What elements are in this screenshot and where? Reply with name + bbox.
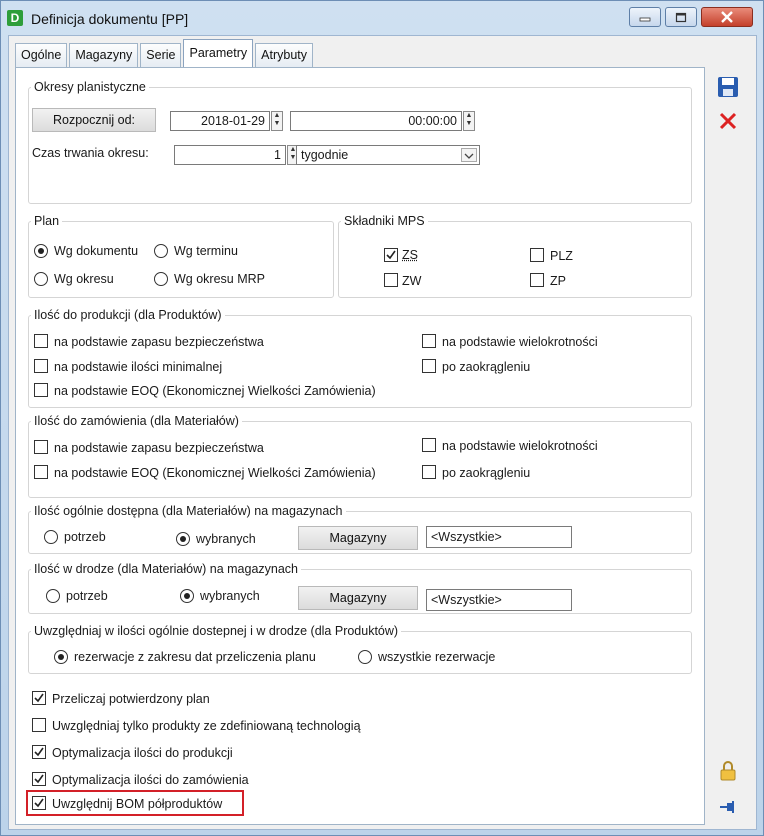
przeliczaj-plan-checkbox[interactable]: [32, 691, 46, 705]
produkcja-checkbox[interactable]: [422, 359, 436, 373]
save-icon: [717, 76, 739, 98]
start-time-spinner[interactable]: ▲ ▼: [463, 111, 475, 131]
dostepna-radio-wybranych[interactable]: [176, 532, 190, 546]
mps-checkbox-zw[interactable]: [384, 273, 398, 287]
rezerwacje-wszystkie-radio[interactable]: [358, 650, 372, 664]
title-bar[interactable]: [1, 1, 763, 35]
produkcja-checkbox[interactable]: [34, 359, 48, 373]
bom-polproduktow-checkbox[interactable]: [32, 796, 46, 810]
chevron-down-icon[interactable]: [461, 148, 477, 162]
close-button[interactable]: [701, 7, 753, 27]
close-icon: [720, 11, 734, 23]
wdrodze-radio-potrzeb[interactable]: [46, 589, 60, 603]
minimize-icon: [639, 12, 651, 22]
mps-legend: Składniki MPS: [344, 214, 425, 228]
optymalizacja-zamowienia-checkbox[interactable]: [32, 772, 46, 786]
dostepna-radio-potrzeb[interactable]: [44, 530, 58, 544]
plan-option-label: Wg terminu: [174, 244, 238, 258]
produkcja-label: na podstawie zapasu bezpieczeństwa: [54, 335, 264, 349]
window-title: Definicja dokumentu [PP]: [31, 11, 189, 27]
start-date-spinner[interactable]: ▲ ▼: [271, 111, 283, 131]
plan-option-label: Wg dokumentu: [54, 244, 139, 258]
parametry-panel: [15, 67, 705, 825]
tab-serie[interactable]: Serie: [140, 43, 181, 67]
duration-spinner[interactable]: ▲ ▼: [287, 145, 299, 165]
plan-option-label: Wg okresu MRP: [174, 272, 265, 286]
duration-field[interactable]: 1: [174, 145, 286, 165]
mps-label: ZP: [550, 274, 566, 288]
tab-magazyny[interactable]: Magazyny: [69, 43, 138, 67]
optymalizacja-produkcji-checkbox[interactable]: [32, 745, 46, 759]
duration-unit-value: tygodnie: [301, 148, 349, 162]
maximize-button[interactable]: [665, 7, 697, 27]
tab-ogolne[interactable]: Ogólne: [15, 43, 67, 67]
bottom-check-label: Uwzględniaj tylko produkty ze zdefiniowaną technologią: [52, 719, 361, 733]
plan-radio-wg-okresu[interactable]: [34, 272, 48, 286]
plan-radio-wg-okresu-mrp[interactable]: [154, 272, 168, 286]
zamowienie-label: po zaokrągleniu: [442, 466, 531, 480]
cancel-icon: [717, 110, 739, 132]
duration-label: Czas trwania okresu:: [32, 146, 149, 160]
tylko-technologia-checkbox[interactable]: [32, 718, 46, 732]
plan-legend: Plan: [34, 214, 60, 228]
produkcja-checkbox[interactable]: [34, 383, 48, 397]
bottom-check-label: Optymalizacja ilości do zamówienia: [52, 773, 249, 787]
dostepna-option-label: wybranych: [196, 532, 256, 546]
maximize-icon: [675, 12, 687, 23]
produkcja-legend: Ilość do produkcji (dla Produktów): [34, 308, 222, 322]
uwzgledniaj-option-label: rezerwacje z zakresu dat przeliczenia planu: [74, 650, 316, 664]
start-date-field[interactable]: 2018-01-29: [170, 111, 270, 131]
duration-unit-select[interactable]: [296, 145, 480, 165]
zamowienie-legend: Ilość do zamówienia (dla Materiałów): [34, 414, 239, 428]
wdrodze-legend: Ilość w drodze (dla Materiałów) na magazynach: [34, 562, 299, 576]
wdrodze-magazyny-field[interactable]: <Wszystkie>: [426, 589, 572, 611]
produkcja-label: na podstawie EOQ (Ekonomicznej Wielkości Zamówienia): [54, 384, 376, 398]
dostepna-magazyny-button[interactable]: Magazyny: [298, 526, 418, 550]
tab-parametry[interactable]: Parametry: [183, 39, 253, 67]
okresy-group: [28, 80, 692, 204]
bottom-check-label: Przeliczaj potwierdzony plan: [52, 692, 210, 706]
produkcja-label: na podstawie wielokrotności: [442, 335, 598, 349]
wdrodze-option-label: potrzeb: [66, 589, 108, 603]
zamowienie-label: na podstawie wielokrotności: [442, 439, 598, 453]
uwzgledniaj-option-label: wszystkie rezerwacje: [378, 650, 496, 664]
zamowienie-group: [28, 414, 692, 498]
zamowienie-label: na podstawie EOQ (Ekonomicznej Wielkości Zamówienia): [54, 466, 376, 480]
wdrodze-option-label: wybranych: [200, 589, 260, 603]
pin-icon: [717, 796, 739, 818]
plan-option-label: Wg okresu: [54, 272, 114, 286]
tab-strip: [15, 39, 315, 67]
produkcja-checkbox[interactable]: [34, 334, 48, 348]
start-time-field[interactable]: 00:00:00: [290, 111, 462, 131]
mps-label: PLZ: [550, 249, 573, 263]
tab-atrybuty[interactable]: Atrybuty: [255, 43, 313, 67]
dostepna-magazyny-field[interactable]: <Wszystkie>: [426, 526, 572, 548]
mps-label: ZW: [402, 274, 422, 288]
pin-button[interactable]: [714, 794, 742, 820]
app-icon: D: [7, 10, 23, 26]
bottom-check-label: Optymalizacja ilości do produkcji: [52, 746, 233, 760]
produkcja-label: na podstawie ilości minimalnej: [54, 360, 223, 374]
mps-checkbox-zs[interactable]: [384, 248, 398, 262]
mps-checkbox-zp[interactable]: [530, 273, 544, 287]
uwzgledniaj-legend: Uwzględniaj w ilości ogólnie dostepnej i w drodze (dla Produktów): [34, 624, 399, 638]
minimize-button[interactable]: [629, 7, 661, 27]
bottom-check-label: Uwzględnij BOM półproduktów: [52, 797, 223, 811]
uwzgledniaj-group: [28, 624, 692, 674]
zamowienie-label: na podstawie zapasu bezpieczeństwa: [54, 441, 264, 455]
wdrodze-radio-wybranych[interactable]: [180, 589, 194, 603]
dialog-client: [8, 35, 757, 830]
plan-radio-wg-terminu[interactable]: [154, 244, 168, 258]
zamowienie-checkbox[interactable]: [422, 438, 436, 452]
lock-icon: [717, 760, 739, 782]
mps-label: ZS: [402, 248, 418, 262]
cancel-button[interactable]: [714, 108, 742, 134]
zamowienie-checkbox[interactable]: [34, 440, 48, 454]
produkcja-checkbox[interactable]: [422, 334, 436, 348]
zamowienie-checkbox[interactable]: [34, 465, 48, 479]
plan-radio-wg-dokumentu[interactable]: [34, 244, 48, 258]
start-date-button[interactable]: Rozpocznij od:: [32, 108, 156, 132]
wdrodze-magazyny-button[interactable]: Magazyny: [298, 586, 418, 610]
dostepna-option-label: potrzeb: [64, 530, 106, 544]
okresy-legend: Okresy planistyczne: [34, 80, 146, 94]
produkcja-label: po zaokrągleniu: [442, 360, 531, 374]
lock-button[interactable]: [714, 758, 742, 784]
mps-checkbox-plz[interactable]: [530, 248, 544, 262]
dostepna-legend: Ilość ogólnie dostępna (dla Materiałów) na magazynach: [34, 504, 343, 518]
zamowienie-checkbox[interactable]: [422, 465, 436, 479]
rezerwacje-zakres-radio[interactable]: [54, 650, 68, 664]
save-button[interactable]: [714, 74, 742, 100]
